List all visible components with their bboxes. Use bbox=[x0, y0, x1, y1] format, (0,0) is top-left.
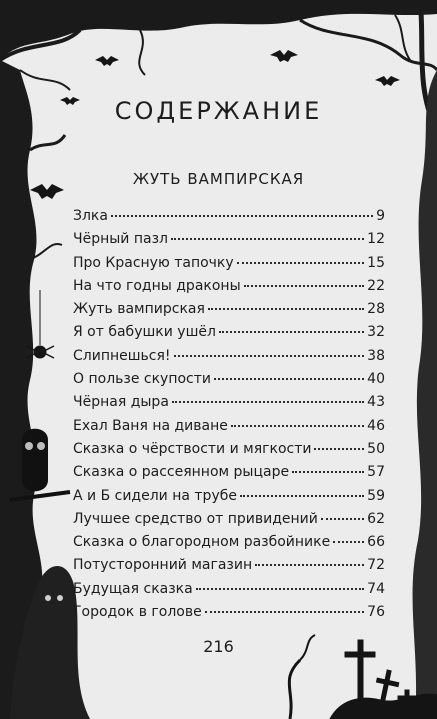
page-title: СОДЕРЖАНИЕ bbox=[114, 97, 323, 125]
toc-dot-leader bbox=[214, 378, 364, 380]
toc-entry-title: Сказка о чёрствости и мягкости bbox=[73, 440, 312, 457]
toc-entry bbox=[73, 208, 385, 231]
tree-icon bbox=[413, 70, 437, 719]
toc-dot-leader bbox=[292, 471, 364, 473]
toc-entry-page: 9 bbox=[376, 208, 385, 224]
toc-entry-page: 28 bbox=[367, 301, 385, 318]
toc-entry bbox=[73, 324, 385, 347]
toc-entry bbox=[73, 231, 385, 254]
toc-entry-title: Про Красную тапочку bbox=[73, 254, 234, 271]
toc-dot-leader bbox=[244, 285, 365, 287]
toc-entry bbox=[73, 464, 385, 487]
toc-entry-page: 40 bbox=[367, 371, 385, 388]
toc-dot-leader bbox=[111, 215, 373, 217]
toc-entry bbox=[73, 511, 385, 534]
toc-entry-title: Чёрная дыра bbox=[73, 394, 169, 411]
toc-dot-leader bbox=[255, 564, 364, 566]
toc-entry bbox=[73, 348, 385, 371]
toc-entry bbox=[73, 418, 385, 441]
toc-entry bbox=[73, 534, 385, 557]
toc-entry-page: 76 bbox=[367, 604, 385, 621]
toc-entry bbox=[73, 301, 385, 324]
toc-entry bbox=[73, 557, 385, 580]
toc-entry-title: Слипнешься! bbox=[73, 347, 171, 364]
toc-entry-title: Сказка о благородном разбойнике bbox=[73, 534, 331, 551]
toc-dot-leader bbox=[172, 401, 364, 403]
toc-entry-page: 43 bbox=[367, 394, 385, 411]
toc-entry bbox=[73, 604, 385, 627]
toc-entry-title: Ехал Ваня на диване bbox=[73, 417, 228, 434]
toc-entry-title: О пользе скупости bbox=[73, 371, 212, 388]
section-title: ЖУТЬ ВАМПИРСКАЯ bbox=[132, 170, 305, 188]
toc-entry bbox=[73, 581, 385, 604]
toc-entry-page: 12 bbox=[367, 231, 385, 248]
toc-entry-title: Жуть вампирская bbox=[73, 301, 205, 318]
toc-dot-leader bbox=[314, 448, 364, 450]
toc-entry bbox=[73, 488, 385, 511]
toc-dot-leader bbox=[231, 425, 364, 427]
toc-entry-page: 74 bbox=[367, 580, 385, 597]
toc-entry-title: Потусторонний магазин bbox=[73, 557, 253, 574]
toc-entry bbox=[73, 278, 385, 301]
toc-entry-title: Чёрный пазл bbox=[73, 231, 168, 248]
toc-entry-page: 15 bbox=[367, 254, 385, 271]
toc-entry-page: 66 bbox=[367, 534, 385, 551]
toc-dot-leader bbox=[208, 308, 364, 310]
toc-entry-title: А и Б сидели на трубе bbox=[73, 487, 237, 504]
page-number: 216 bbox=[203, 637, 234, 656]
toc-dot-leader bbox=[321, 518, 364, 520]
toc-entry-page: 32 bbox=[367, 324, 385, 341]
toc-entry-title: Городок в голове bbox=[73, 604, 202, 621]
toc-entry-page: 62 bbox=[367, 510, 385, 527]
table-of-contents bbox=[73, 208, 385, 627]
toc-entry bbox=[73, 441, 385, 464]
toc-entry-page: 50 bbox=[367, 440, 385, 457]
toc-dot-leader bbox=[240, 495, 364, 497]
toc-entry-page: 59 bbox=[367, 487, 385, 504]
toc-entry-title: Лучшее средство от привидений bbox=[73, 510, 318, 527]
toc-dot-leader bbox=[196, 588, 364, 590]
toc-entry bbox=[73, 255, 385, 278]
toc-entry-page: 72 bbox=[367, 557, 385, 574]
toc-entry-title: Будущая сказка bbox=[73, 580, 193, 597]
toc-dot-leader bbox=[174, 355, 365, 357]
toc-dot-leader bbox=[333, 541, 364, 543]
toc-entry-title: Злка bbox=[73, 208, 108, 224]
toc-entry bbox=[73, 371, 385, 394]
toc-entry-page: 46 bbox=[367, 417, 385, 434]
toc-entry-title: Сказка о рассеянном рыцаре bbox=[73, 464, 290, 481]
toc-entry-page: 22 bbox=[367, 277, 385, 294]
toc-dot-leader bbox=[205, 611, 364, 613]
toc-dot-leader bbox=[171, 238, 364, 240]
toc-dot-leader bbox=[219, 331, 364, 333]
toc-entry-title: Я от бабушки ушёл bbox=[73, 324, 216, 341]
toc-entry-page: 38 bbox=[367, 347, 385, 364]
toc-entry-title: На что годны драконы bbox=[73, 277, 241, 294]
toc-entry-page: 57 bbox=[367, 464, 385, 481]
toc-entry bbox=[73, 394, 385, 417]
toc-dot-leader bbox=[237, 262, 365, 264]
